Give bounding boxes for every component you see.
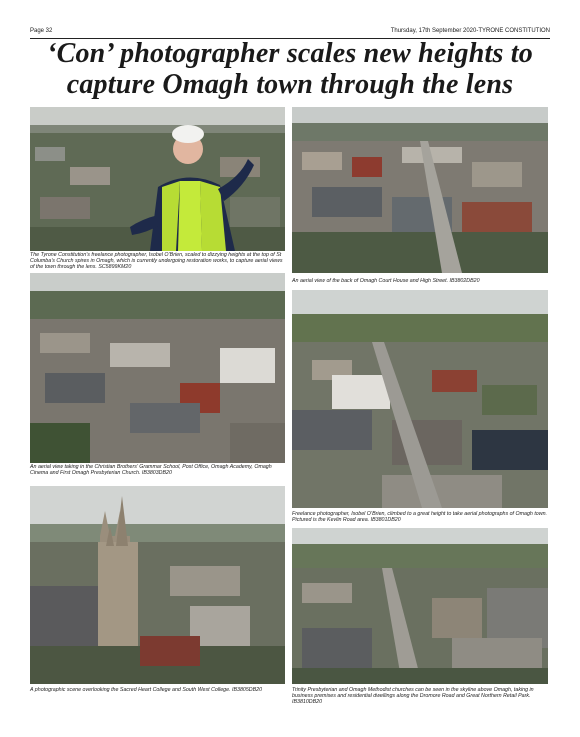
- photo-caption: Freelance photographer, Isobel O’Brien, climbed to a great height to take aerial photographs of Omagh town. Pictured is the Kevlin Road area. IB3801DB20: [292, 511, 547, 523]
- photo-sacred-heart-church: [30, 486, 285, 684]
- page-header: [30, 24, 550, 39]
- photo-caption: A photographic scene overlooking the Sacred Heart College and South West College. IB3805DB20: [30, 687, 263, 693]
- photo-caption: Trinity Presbyterian and Omagh Methodist churches can be seen in the skyline above Omagh, taking in business premises and residential dwellings along the Dromore Road and Great Northern Retail Park. IB3810DB20: [292, 687, 534, 705]
- photo-caption: The Tyrone Constitution’s freelance photographer, Isobel O’Brien, scaled to dizzying heights at the top of St Columba’s Church spires in Omagh, which is currently undergoing restoration works, to capture aerial views of the town through the lens. SC5899KM20: [30, 252, 283, 270]
- photo-caption: An aerial view taking in the Christian Brothers’ Grammar School, Post Office, Omagh Academy, Omagh Cinema and First Omagh Presbyterian Church. IB3803DB20: [30, 464, 272, 476]
- page-number: Page 32: [30, 28, 53, 34]
- photo-caption: An aerial view of the back of Omagh Court House and High Street. IB3802DB20: [292, 278, 480, 284]
- photo-christian-brothers-area: [30, 273, 285, 463]
- photo-court-house-high-street: [292, 107, 548, 273]
- photo-photographer-rooftop: [30, 107, 285, 251]
- photo-kevlin-road: [292, 290, 548, 508]
- dateline: Thursday, 17th September 2020-TYRONE CONSTITUTION: [390, 28, 550, 34]
- photo-dromore-road-churches: [292, 528, 548, 684]
- headline: ‘Con’ photographer scales new heights to capture Omagh town through the lens: [47, 38, 533, 100]
